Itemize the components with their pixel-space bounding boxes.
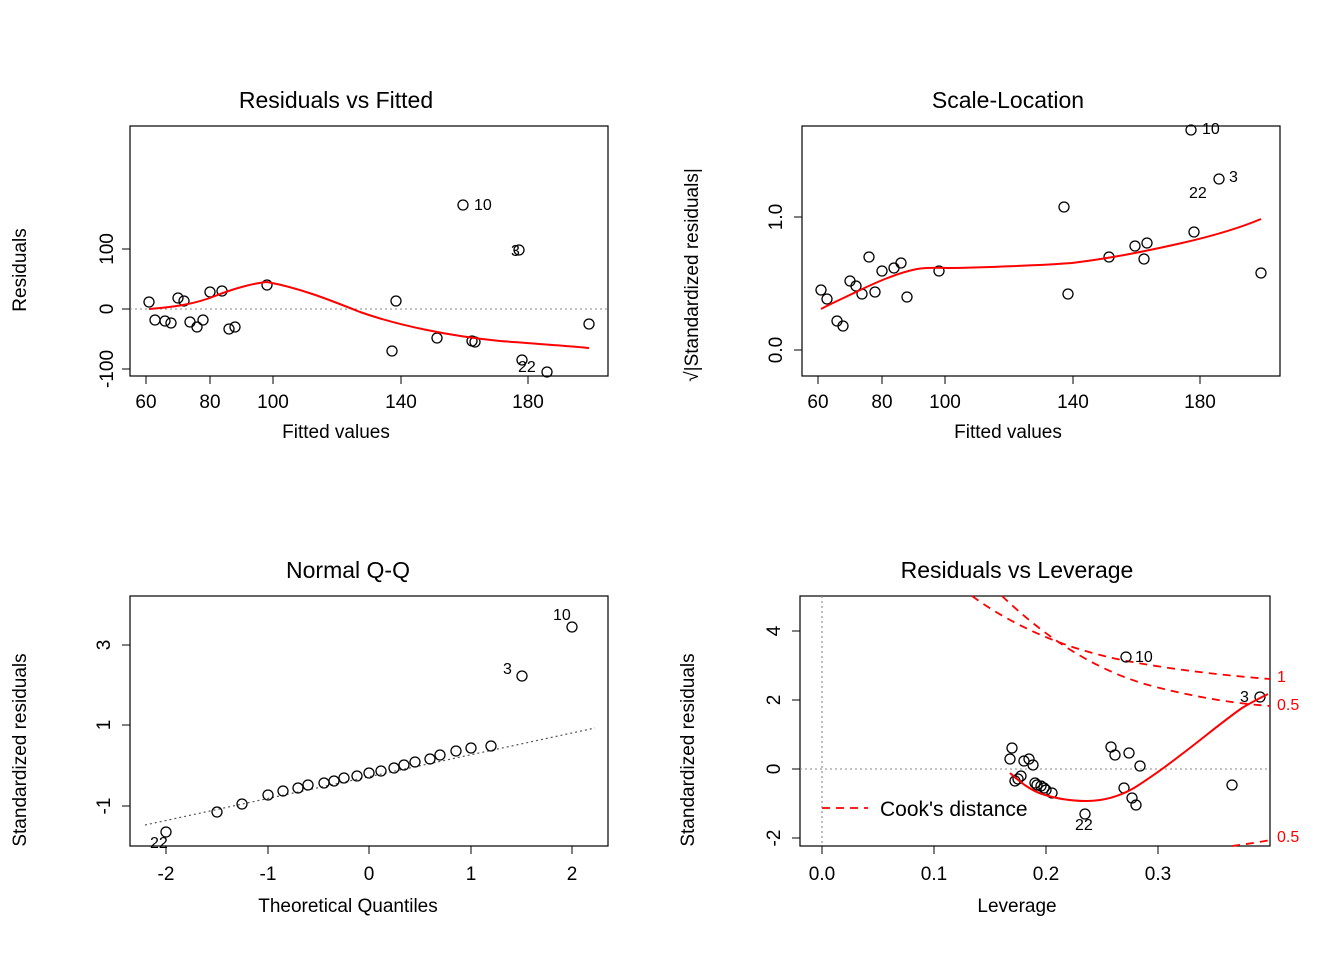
y-tick-label: 0 xyxy=(764,763,785,775)
panel-title: Normal Q-Q xyxy=(286,557,410,583)
point-label-3: 3 xyxy=(1229,169,1238,186)
data-points xyxy=(816,125,1266,331)
x-axis-label: Leverage xyxy=(977,896,1057,917)
x-tick-label: 60 xyxy=(807,392,829,413)
point-label-22: 22 xyxy=(1189,185,1207,202)
x-tick-label: 140 xyxy=(1057,392,1089,413)
x-tick-label: 180 xyxy=(1184,392,1216,413)
y-axis-label: Residuals xyxy=(10,228,31,312)
panel-residuals-vs-leverage xyxy=(672,530,1344,950)
panel-normal-qq xyxy=(0,530,672,950)
y-axis-ticks xyxy=(97,233,130,388)
x-axis-label: Fitted values xyxy=(282,422,390,443)
cooks-level-label-0.5-upper: 0.5 xyxy=(1277,697,1300,714)
x-axis-ticks xyxy=(807,376,1215,413)
x-tick-label: 100 xyxy=(929,392,961,413)
y-axis-label: Standardized residuals xyxy=(678,653,699,847)
y-tick-label: 100 xyxy=(97,233,118,265)
x-tick-label: 2 xyxy=(566,864,578,885)
x-axis-ticks xyxy=(809,846,1171,885)
x-axis-label: Theoretical Quantiles xyxy=(258,896,438,917)
panel-scale-location xyxy=(672,60,1344,480)
plot-frame xyxy=(800,596,1270,846)
cooks-level-label-1: 1 xyxy=(1277,669,1286,686)
y-tick-label: -2 xyxy=(764,829,785,847)
x-tick-label: 0.1 xyxy=(920,864,948,885)
y-axis-ticks xyxy=(766,204,802,363)
y-tick-label: 1.0 xyxy=(766,203,787,231)
point-label-10: 10 xyxy=(1135,649,1153,666)
x-tick-label: 100 xyxy=(257,392,289,413)
x-tick-label: 180 xyxy=(512,392,544,413)
x-tick-label: 80 xyxy=(199,392,221,413)
data-points xyxy=(161,622,577,837)
y-tick-label: 1 xyxy=(94,719,115,731)
y-axis-ticks xyxy=(94,640,130,815)
point-label-10: 10 xyxy=(553,607,571,624)
y-axis-label: √|Standardized residuals| xyxy=(682,168,703,382)
y-axis-ticks xyxy=(764,625,800,846)
point-label-22: 22 xyxy=(1075,817,1093,834)
data-points xyxy=(144,200,594,377)
x-tick-label: 80 xyxy=(871,392,893,413)
x-axis-ticks xyxy=(158,846,578,885)
x-tick-label: 0.3 xyxy=(1144,864,1172,885)
x-tick-label: 140 xyxy=(385,392,417,413)
x-tick-label: 1 xyxy=(465,864,477,885)
legend-label-cooks-distance: Cook's distance xyxy=(880,798,1028,821)
point-label-3: 3 xyxy=(503,661,512,678)
x-axis-ticks xyxy=(135,376,543,413)
x-tick-label: 0.0 xyxy=(808,864,836,885)
cooks-level-label-0.5-lower: 0.5 xyxy=(1277,829,1300,846)
y-tick-label: -100 xyxy=(97,349,118,389)
point-label-10: 10 xyxy=(474,197,492,214)
panel-title: Scale-Location xyxy=(931,87,1085,113)
x-tick-label: 0.2 xyxy=(1032,864,1060,885)
point-label-22: 22 xyxy=(518,359,536,376)
x-tick-label: 60 xyxy=(135,392,157,413)
cooks-contour-0.5-lower xyxy=(1232,840,1270,846)
x-tick-label: -2 xyxy=(157,864,175,885)
point-label-22: 22 xyxy=(150,835,168,852)
x-axis-label: Fitted values xyxy=(954,422,1062,443)
y-tick-label: 0 xyxy=(97,303,118,315)
point-label-10: 10 xyxy=(1202,121,1220,138)
plot-frame xyxy=(130,596,608,846)
y-tick-label: 0.0 xyxy=(766,336,787,364)
residuals-vs-fitted-svg xyxy=(0,60,672,480)
y-tick-label: -1 xyxy=(94,797,115,815)
panel-title: Residuals vs Fitted xyxy=(238,87,434,113)
panel-title: Residuals vs Leverage xyxy=(900,557,1134,583)
loess-smoother xyxy=(821,219,1261,309)
point-label-3: 3 xyxy=(511,243,520,260)
plot-frame xyxy=(130,126,608,376)
x-tick-label: -1 xyxy=(259,864,277,885)
y-tick-label: 4 xyxy=(764,625,785,637)
y-axis-label: Standardized residuals xyxy=(10,653,31,847)
x-tick-label: 0 xyxy=(363,864,375,885)
y-tick-label: 2 xyxy=(764,694,785,706)
normal-qq-svg xyxy=(0,530,672,950)
point-label-3: 3 xyxy=(1240,689,1249,706)
residuals-vs-leverage-svg xyxy=(672,530,1344,950)
y-tick-label: 3 xyxy=(94,639,115,651)
plot-frame xyxy=(802,126,1280,376)
scale-location-svg xyxy=(672,60,1344,480)
panel-residuals-vs-fitted xyxy=(0,60,672,480)
